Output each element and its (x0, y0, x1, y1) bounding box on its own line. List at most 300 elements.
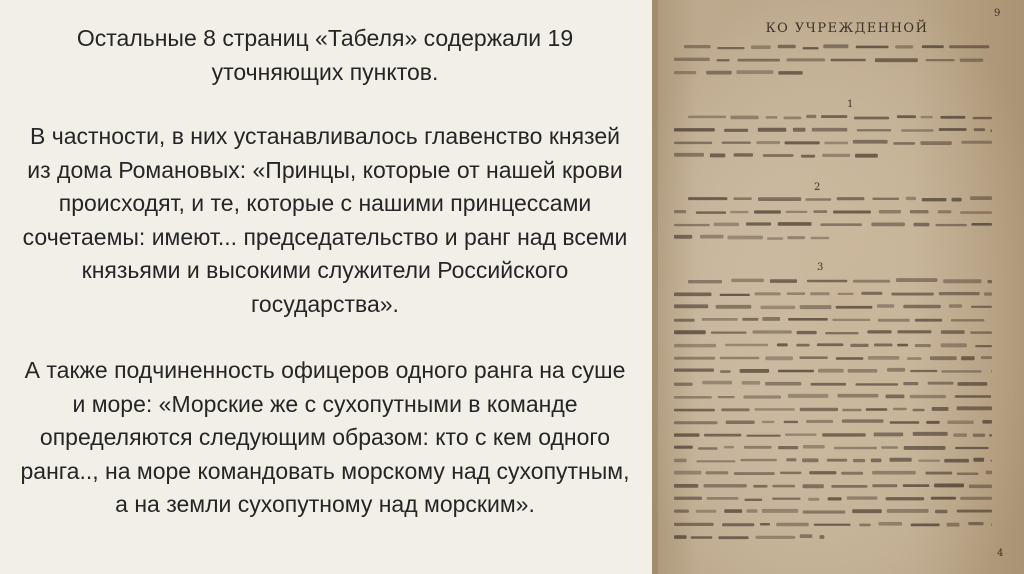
handwriting-word (867, 330, 891, 333)
handwriting-word (934, 484, 964, 488)
handwriting-word (704, 434, 741, 437)
handwriting-word (973, 458, 984, 462)
handwriting-word (960, 497, 992, 500)
handwriting-word (903, 382, 918, 385)
handwriting-word (736, 70, 773, 74)
handwriting-word (785, 434, 817, 436)
handwriting-word (674, 128, 715, 131)
handwriting-word (674, 471, 701, 475)
handwriting-word (896, 278, 937, 282)
handwriting-word (831, 485, 867, 488)
handwriting-word (926, 59, 955, 61)
handwriting-word (674, 153, 704, 157)
handwriting-word (992, 370, 993, 374)
handwriting-word (725, 344, 768, 347)
handwriting-word (734, 472, 775, 475)
handwriting-word (797, 331, 817, 334)
handwriting-word (973, 117, 992, 119)
paragraph-intro: Остальные 8 страниц «Табеля» содержали 19 уточняющих пунктов. (76, 25, 574, 85)
handwriting-word (881, 446, 898, 449)
handwriting-word (877, 304, 894, 308)
handwriting-word (938, 210, 952, 213)
handwriting-word (831, 59, 866, 61)
handwriting-word (740, 369, 770, 373)
handwriting-word (711, 332, 747, 334)
handwriting-word (696, 510, 717, 513)
handwriting-word (780, 472, 801, 475)
handwriting-word (700, 235, 724, 239)
handwriting-word (926, 421, 940, 424)
handwriting-word (958, 382, 988, 386)
handwriting-word (803, 445, 825, 449)
handwriting-word (949, 304, 962, 308)
handwriting-word (853, 280, 890, 283)
handwriting-word (806, 198, 832, 201)
handwriting-word (722, 142, 751, 144)
handwriting-word (738, 59, 781, 62)
handwriting-word (772, 485, 795, 488)
handwriting-word (971, 223, 992, 226)
handwriting-word (897, 330, 931, 333)
handwriting-word (961, 356, 975, 360)
handwriting-word (688, 116, 726, 119)
handwriting-word (814, 524, 851, 526)
handwriting-word (890, 458, 912, 462)
handwriting-word (825, 332, 859, 334)
handwriting-word (856, 46, 889, 49)
handwriting-word (906, 197, 916, 200)
handwriting-word (970, 196, 992, 200)
handwriting-word (811, 383, 846, 386)
handwriting-word (932, 407, 949, 411)
handwriting-word (910, 210, 929, 213)
handwriting-word (704, 484, 747, 487)
handwriting-word (887, 509, 929, 513)
handwriting-word (970, 331, 992, 334)
handwriting-word (868, 356, 899, 360)
handwriting-word (755, 292, 781, 295)
handwriting-word (981, 356, 992, 359)
handwriting-word (717, 59, 730, 61)
handwriting-word (786, 211, 808, 213)
handwriting-word (730, 211, 748, 213)
handwriting-word (720, 357, 760, 360)
handwriting-word (788, 394, 828, 398)
handwriting-word (765, 356, 793, 360)
handwriting-word (918, 460, 940, 462)
handwriting-word (674, 433, 700, 436)
handwriting-word (854, 117, 889, 120)
handwriting-word (742, 381, 760, 385)
handwriting-word (922, 45, 944, 48)
handwriting-word (901, 129, 933, 132)
paragraph-romanov-princes: В частности, в них устанавливалось главенство князей из дома Романовых: «Принцы, которые от нашей крови происходят, и те, которые с нашими принцессами сочетаемы: имеют... председательство и ранг над всеми князьями и высокими служители Российского государства». (22, 123, 628, 317)
handwriting-word (674, 344, 716, 348)
handwriting-word (785, 141, 820, 144)
handwriting-word (944, 459, 969, 463)
handwriting-word (842, 409, 861, 412)
handwriting-word (836, 306, 873, 309)
handwriting-word (855, 154, 878, 158)
handwriting-word (767, 237, 783, 240)
handwriting-word (960, 211, 992, 214)
handwriting-word (674, 330, 706, 334)
handwriting-word (809, 471, 836, 474)
handwriting-word (928, 382, 954, 385)
handwriting-word (674, 293, 712, 297)
handwriting-word (718, 396, 735, 398)
handwriting-word (984, 292, 992, 295)
handwriting-word (691, 536, 713, 539)
handwriting-word (866, 408, 888, 411)
handwriting-word (897, 115, 916, 118)
handwriting-word (952, 198, 962, 202)
handwriting-word (806, 115, 816, 118)
handwriting-word (710, 154, 725, 158)
handwriting-word (744, 395, 782, 398)
handwriting-word (842, 419, 884, 422)
handwriting-word (674, 142, 712, 145)
handwriting-word (808, 498, 819, 501)
handwriting-word (756, 141, 780, 144)
handwriting-word (955, 395, 991, 397)
handwriting-word (747, 509, 758, 513)
handwriting-word (766, 116, 778, 119)
handwriting-word (772, 498, 800, 500)
handwriting-word (838, 394, 879, 398)
handwriting-word (857, 129, 892, 131)
handwriting-word (674, 497, 702, 500)
handwriting-word (990, 460, 992, 462)
handwriting-word (696, 211, 726, 214)
handwriting-word (828, 497, 842, 500)
handwriting-word (957, 473, 979, 476)
document-page-number-bottom: 4 (997, 548, 1004, 559)
handwriting-word (811, 237, 830, 239)
handwriting-word (807, 280, 847, 283)
handwriting-word (955, 447, 989, 449)
handwriting-word (817, 343, 844, 346)
handwriting-word (926, 472, 953, 475)
handwriting-word (886, 497, 925, 500)
handwriting-word (820, 223, 862, 226)
handwriting-word (836, 357, 864, 360)
handwriting-word (910, 395, 946, 398)
handwriting-word (822, 433, 866, 436)
handwriting-word (787, 58, 826, 61)
handwriting-word (731, 279, 764, 283)
handwriting-word (720, 370, 731, 373)
handwriting-word (688, 197, 727, 200)
handwriting-word (947, 523, 960, 527)
handwriting-word (754, 210, 781, 213)
handwriting-word (903, 484, 930, 487)
handwriting-word (832, 319, 870, 321)
handwriting-word (801, 155, 815, 158)
handwriting-word (800, 408, 838, 411)
handwriting-word (706, 71, 732, 75)
handwriting-word (800, 534, 813, 538)
handwriting-word (810, 292, 829, 295)
handwriting-word (834, 447, 877, 450)
handwriting-word (931, 497, 956, 500)
handwriting-word (915, 344, 931, 347)
handwriting-word (740, 459, 777, 461)
handwriting-word (770, 279, 797, 283)
handwriting-word (702, 381, 732, 385)
handwriting-word (988, 280, 993, 283)
handwriting-word (674, 421, 718, 424)
handwriting-word (706, 471, 729, 474)
handwriting-word (724, 446, 734, 449)
handwriting-word (674, 369, 714, 372)
handwriting-word (820, 535, 825, 539)
handwriting-word (930, 356, 957, 360)
handwriting-word (841, 472, 863, 475)
handwriting-word (776, 523, 809, 527)
handwriting-word (787, 236, 805, 239)
handwriting-word (724, 129, 748, 132)
handwriting-word (975, 345, 992, 347)
handwriting-word (714, 223, 739, 227)
handwriting-word (726, 421, 755, 425)
handwriting-word (787, 292, 806, 295)
handwriting-word (803, 47, 819, 49)
handwriting-word (813, 210, 827, 213)
handwriting-word (947, 421, 973, 425)
handwriting-word (957, 406, 992, 410)
handwriting-word (974, 128, 985, 131)
handwriting-word (949, 45, 989, 48)
handwriting-word (733, 197, 751, 200)
handwriting-word (784, 117, 802, 120)
handwriting-word (674, 235, 692, 239)
handwriting-word (674, 304, 708, 308)
handwriting-word (744, 446, 772, 449)
handwriting-word (872, 471, 916, 475)
handwriting-word (886, 395, 905, 399)
handwriting-word (674, 396, 712, 399)
handwriting-word (893, 142, 915, 145)
handwriting-word (848, 369, 878, 373)
handwriting-word (914, 223, 930, 227)
document-section-number-2: 2 (814, 182, 821, 193)
handwriting-word (674, 484, 698, 488)
document-header: КО УЧРЕЖДЕННОЙ (765, 21, 929, 36)
handwriting-word (833, 211, 871, 214)
handwriting-word (762, 421, 775, 423)
handwriting-word (720, 294, 750, 296)
handwriting-word (943, 279, 981, 283)
handwriting-word (893, 408, 907, 411)
handwriting-word (778, 222, 812, 226)
handwriting-word (674, 535, 687, 539)
handwriting-word (717, 47, 744, 49)
handwriting-word (753, 330, 792, 333)
handwriting-word (803, 484, 824, 488)
handwriting-word (754, 408, 794, 411)
handwriting-word (784, 421, 798, 423)
handwriting-word (674, 319, 695, 322)
handwriting-word (957, 510, 992, 513)
handwriting-word (874, 344, 892, 347)
paragraph-officers-rank: А также подчиненность офицеров одного ранга на суше и море: «Морские же с сухопутными в команде определяются следующим образом: кто с кем одного ранга.., на море командовать морскому над сухопутным, а на земли сухопутному над морским». (20, 357, 630, 517)
handwriting-word (969, 485, 992, 489)
handwriting-word (939, 128, 967, 131)
handwriting-word (718, 536, 748, 539)
handwriting-word (721, 408, 749, 411)
handwriting-word (778, 370, 814, 373)
handwriting-word (920, 141, 951, 145)
handwriting-word (850, 344, 868, 347)
handwriting-word (674, 383, 693, 386)
handwriting-word (861, 292, 882, 295)
handwriting-word (788, 318, 828, 321)
handwriting-word (786, 458, 796, 461)
handwriting-word (990, 129, 992, 132)
handwriting-word (911, 524, 940, 527)
handwriting-word (853, 140, 888, 144)
handwriting-word (960, 59, 983, 62)
handwriting-word (910, 370, 937, 372)
handwriting-word (716, 305, 752, 309)
handwriting-word (803, 511, 846, 514)
handwriting-word (734, 153, 753, 156)
handwriting-word (806, 420, 833, 423)
handwriting-word (827, 459, 847, 462)
handwriting-word (674, 446, 693, 449)
handwriting-word (760, 523, 770, 526)
handwriting-word (871, 459, 882, 463)
handwriting-word (751, 45, 771, 49)
handwriting-word (822, 154, 850, 157)
handwriting-word (728, 236, 763, 240)
handwriting-word (942, 370, 982, 372)
handwriting-word (939, 292, 980, 295)
handwriting-word (793, 128, 806, 132)
handwriting-word (872, 484, 897, 487)
handwriting-word (765, 382, 801, 386)
handwriting-word (903, 305, 941, 309)
handwriting-word (796, 344, 809, 347)
handwriting-word (887, 368, 905, 372)
handwriting-word (991, 523, 992, 526)
handwriting-word (859, 524, 871, 527)
handwriting-word (746, 222, 771, 225)
handwriting-word (688, 280, 722, 283)
handwriting-word (838, 293, 854, 295)
handwriting-word (907, 357, 922, 360)
handwriting-word (778, 446, 798, 449)
document-page-number-top: 9 (994, 8, 1001, 19)
handwriting-word (756, 536, 796, 539)
handwriting-word (935, 510, 947, 514)
handwriting-word (823, 44, 848, 48)
handwriting-word (799, 356, 827, 359)
handwriting-word (777, 343, 788, 346)
handwriting-word (707, 497, 739, 500)
handwriting-word (961, 141, 992, 144)
handwriting-word (852, 509, 882, 513)
handwriting-word (778, 45, 796, 48)
handwriting-word (730, 116, 758, 120)
handwriting-word (847, 496, 878, 499)
handwriting-word (674, 357, 715, 360)
handwriting-word (696, 460, 735, 462)
handwriting-word (891, 293, 933, 296)
document-section-number-3: 3 (817, 262, 824, 273)
handwriting-word (968, 522, 983, 525)
handwriting-word (762, 317, 780, 321)
handwriting-word (895, 45, 913, 48)
handwriting-word (824, 142, 848, 145)
handwriting-word (936, 224, 967, 226)
handwriting-word (986, 471, 992, 475)
handwriting-word (897, 344, 908, 347)
handwriting-word (674, 459, 687, 463)
handwriting-word (872, 198, 899, 200)
handwriting-word (674, 523, 714, 526)
handwriting-word (856, 383, 899, 385)
handwriting-word (698, 447, 718, 450)
handwriting-word (921, 116, 933, 119)
handwriting-word (878, 319, 910, 322)
handwriting-word (744, 499, 762, 501)
handwriting-word (890, 421, 920, 424)
handwriting-word (951, 319, 985, 321)
handwriting-word (758, 128, 787, 132)
handwriting-word (800, 305, 832, 309)
handwriting-word (941, 343, 967, 347)
handwriting-word (973, 434, 985, 437)
handwriting-word (742, 318, 758, 321)
handwriting-word (913, 432, 948, 436)
handwriting-word (753, 485, 767, 488)
handwriting-word (758, 197, 801, 201)
handwriting-word (982, 420, 992, 424)
handwriting-word (879, 210, 901, 214)
handwriting-word (674, 224, 710, 226)
handwriting-word (941, 330, 965, 334)
handwriting-word (674, 210, 686, 213)
handwriting-word (746, 435, 780, 437)
handwriting-word (879, 522, 903, 526)
handwriting-word (922, 198, 947, 201)
handwriting-word (674, 510, 689, 513)
handwriting-word (904, 446, 946, 450)
handwriting-word (837, 197, 865, 200)
handwriting-word (674, 409, 715, 412)
handwriting-word (702, 318, 738, 321)
handwriting-word (778, 71, 802, 75)
handwriting-word (684, 45, 711, 48)
handwriting-word (674, 71, 696, 74)
document-section-number-1: 1 (847, 99, 854, 110)
handwriting-word (722, 523, 754, 526)
handwriting-word (971, 306, 992, 308)
handwriting-word (762, 509, 798, 513)
handwriting-word (763, 154, 794, 157)
handwriting-word (871, 223, 905, 227)
handwriting-word (812, 128, 848, 132)
handwriting-word (802, 458, 818, 462)
handwriting-word (724, 509, 742, 513)
handwriting-word (761, 306, 796, 310)
historical-document-scan (652, 0, 1024, 574)
handwriting-word (875, 58, 918, 62)
handwriting-word (853, 459, 865, 462)
handwriting-word (953, 433, 967, 437)
